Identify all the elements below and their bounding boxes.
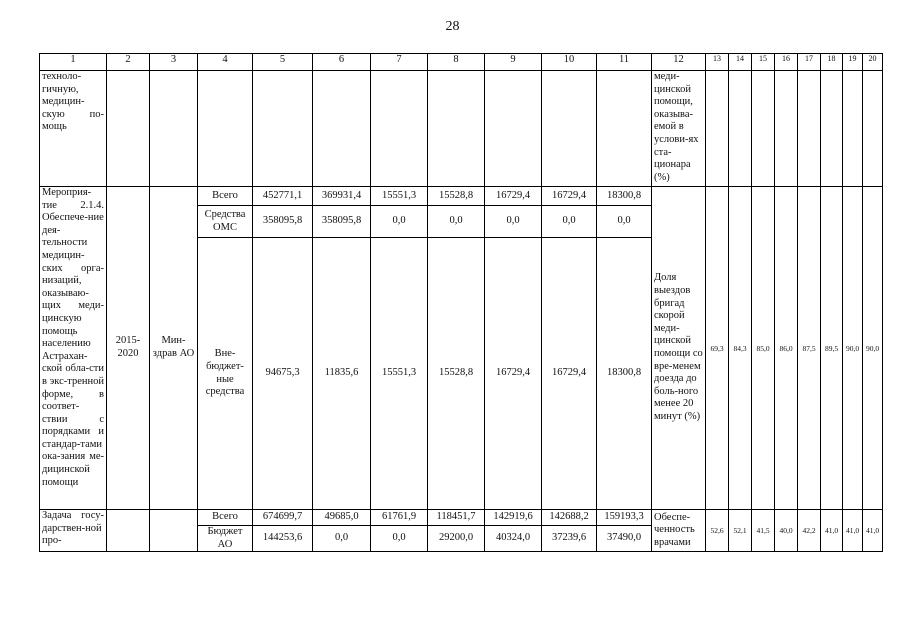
value-cell: 16729,4 (542, 187, 597, 206)
col-header: 3 (150, 54, 198, 71)
period-cell: 2015-2020 (107, 187, 150, 510)
value-cell: 452771,1 (253, 187, 313, 206)
col-header: 8 (428, 54, 485, 71)
value-cell: 369931,4 (313, 187, 371, 206)
col-header: 19 (843, 54, 863, 71)
executor-cell: Мин-здрав АО (150, 187, 198, 510)
table-row (40, 187, 883, 206)
funding-source: Всего (198, 187, 253, 206)
value-cell: 142919,6 (485, 510, 542, 526)
target-cell: 90,0 (843, 187, 863, 510)
target-cell: 90,0 (863, 187, 883, 510)
col-header: 2 (107, 54, 150, 71)
task-name-cell: Задача госу-дарствен-ной про- (40, 510, 107, 552)
col-header: 7 (371, 54, 428, 71)
value-cell: 159193,3 (597, 510, 652, 526)
target-cell: 41,0 (821, 510, 843, 552)
col-header: 9 (485, 54, 542, 71)
value-cell: 40324,0 (485, 526, 542, 552)
col-header: 5 (253, 54, 313, 71)
col-header: 4 (198, 54, 253, 71)
value-cell: 0,0 (597, 206, 652, 238)
col-header: 1 (40, 54, 107, 71)
target-cell: 87,5 (798, 187, 821, 510)
continuation-row (40, 71, 883, 187)
value-cell: 0,0 (371, 206, 428, 238)
indicator-cell: меди-цинской помощи, оказыва-емой в услови-ях ста-ционара (%) (652, 71, 706, 187)
target-cell: 41,0 (843, 510, 863, 552)
col-header: 18 (821, 54, 843, 71)
value-cell: 61761,9 (371, 510, 428, 526)
target-cell: 89,5 (821, 187, 843, 510)
target-cell: 41,5 (752, 510, 775, 552)
value-cell: 18300,8 (597, 238, 652, 510)
funding-source: Бюджет АО (198, 526, 253, 552)
target-cell: 86,0 (775, 187, 798, 510)
col-header: 10 (542, 54, 597, 71)
col-header: 15 (752, 54, 775, 71)
value-cell: 18300,8 (597, 187, 652, 206)
value-cell: 674699,7 (253, 510, 313, 526)
value-cell: 15528,8 (428, 187, 485, 206)
target-cell: 41,0 (863, 510, 883, 552)
value-cell: 29200,0 (428, 526, 485, 552)
header-row (40, 54, 883, 71)
target-cell: 69,3 (706, 187, 729, 510)
col-header: 6 (313, 54, 371, 71)
col-header: 14 (729, 54, 752, 71)
target-cell: 40,0 (775, 510, 798, 552)
value-cell: 49685,0 (313, 510, 371, 526)
value-cell: 144253,6 (253, 526, 313, 552)
measure-name-cell: Мероприя-тие 2.1.4. Обеспече-ние дея-тельности медицин-ских орга-низаций, оказываю-щих меди-цинскую помощь населению Астрахан-ской обла-сти в экс-тренной форме, в соответ-ствии с порядками и стандар-тами ока-зания ме-дицинской помощи (40, 187, 107, 510)
indicator-cell: Доля выездов бригад скорой меди-цинской помощи со вре-менем доезда до боль-ного менее 20 минут (%) (652, 187, 706, 510)
value-cell: 37239,6 (542, 526, 597, 552)
value-cell: 15551,3 (371, 238, 428, 510)
program-table (39, 53, 883, 552)
target-cell: 84,3 (729, 187, 752, 510)
target-cell: 52,1 (729, 510, 752, 552)
page-number: 28 (445, 19, 460, 34)
col-header: 17 (798, 54, 821, 71)
target-cell: 42,2 (798, 510, 821, 552)
col-header: 20 (863, 54, 883, 71)
measure-name-cell: техноло-гичную, медицин-скую по-мощь (40, 71, 107, 187)
col-header: 13 (706, 54, 729, 71)
target-cell: 85,0 (752, 187, 775, 510)
value-cell: 15528,8 (428, 238, 485, 510)
value-cell: 0,0 (371, 526, 428, 552)
value-cell: 142688,2 (542, 510, 597, 526)
value-cell: 11835,6 (313, 238, 371, 510)
funding-source: Средства ОМС (198, 206, 253, 238)
value-cell: 15551,3 (371, 187, 428, 206)
value-cell: 16729,4 (485, 238, 542, 510)
col-header: 11 (597, 54, 652, 71)
value-cell: 0,0 (542, 206, 597, 238)
value-cell: 16729,4 (542, 238, 597, 510)
value-cell: 358095,8 (313, 206, 371, 238)
funding-source: Вне-бюджет-ные средства (198, 238, 253, 510)
value-cell: 37490,0 (597, 526, 652, 552)
value-cell: 118451,7 (428, 510, 485, 526)
value-cell: 358095,8 (253, 206, 313, 238)
value-cell: 0,0 (485, 206, 542, 238)
col-header: 16 (775, 54, 798, 71)
target-cell: 52,6 (706, 510, 729, 552)
value-cell: 16729,4 (485, 187, 542, 206)
value-cell: 0,0 (428, 206, 485, 238)
value-cell: 94675,3 (253, 238, 313, 510)
table-row (40, 510, 883, 526)
col-header: 12 (652, 54, 706, 71)
funding-source: Всего (198, 510, 253, 526)
indicator-cell: Обеспе-ченность врачами (652, 510, 706, 552)
value-cell: 0,0 (313, 526, 371, 552)
